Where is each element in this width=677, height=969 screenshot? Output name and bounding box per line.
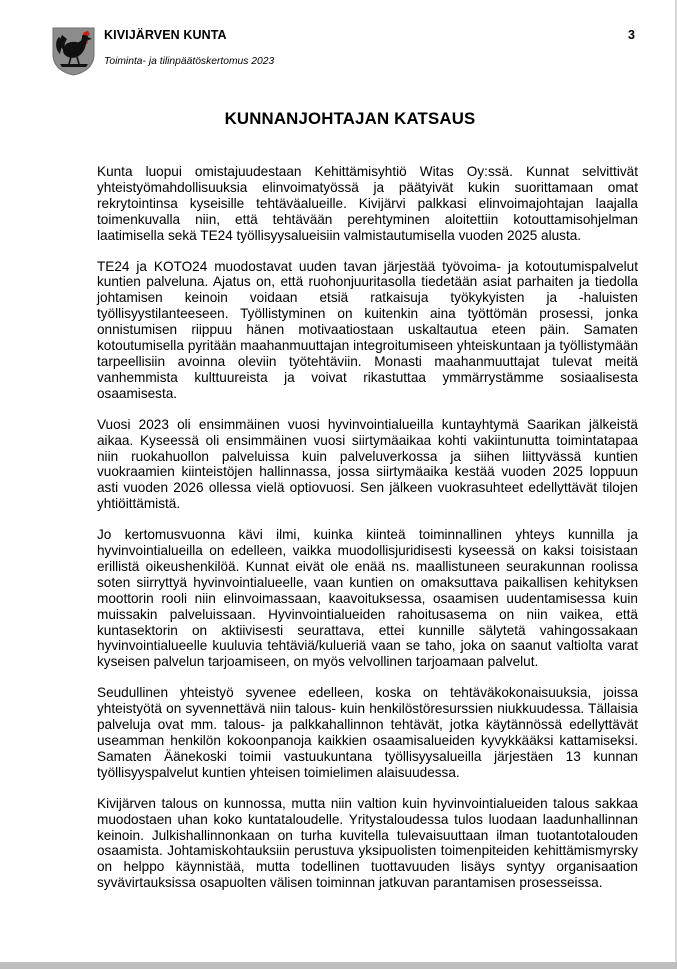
page-bottom-edge	[0, 962, 677, 969]
rooster-coat-of-arms-icon	[52, 27, 95, 76]
paragraph: Jo kertomusvuonna kävi ilmi, kuinka kiinteä toiminnallinen yhteys kunnilla ja hyvinvointialueilla on edelleen, vaikka muodollisjuridisesti kyseessä on kaksi toisistaan erillistä oikeushenkilöä. Kunnat eivät ole enää ns. maallistuneen seurakunnan roolissa soten siirryttyä hyvinvointialueelle, vaan kuntien on omaksuttava paikallisen kehityksen moottorin rooli niin elinvoimassaan, kaavoituksessa, osaamisen uudentamisessa kuin muissakin palveluissaan. Hyvinvointialueiden rahoitusasema on niin vaikea, että kuntasektorin on aktiivisesti seurattava, ettei kunnille sälytetä vahingossakaan hyvinvointialueelle kuuluvia tehtäviä/kulueriä vaan se taho, joka on saanut valtiolta varat kyseisen palvelun tarjoamiseen, on myös velvollinen tarjoamaan palvelut.	[97, 527, 638, 670]
paragraph: TE24 ja KOTO24 muodostavat uuden tavan järjestää työvoima- ja kotoutumispalvelut kuntien palveluna. Ajatus on, että ruohonjuuritasolla tiedetään asiat parhaiten ja tiedolla johtamisen keinoin voidaan etsiä ratkaisuja työkykyisten ja -haluisten työllisyystilanteeseen. Työllistyminen on kuitenkin aina työttömän prosessi, jonka onnistumisen riippuu hänen motivaatiostaan uskaltautua eteen päin. Samaten kotoutumisella pyritään maahanmuuttajan integroitumiseen yhteiskuntaan ja työllistymään tarpeellisiin avoinna oleviin työtehtäviin. Monasti maahanmuuttajat tulevat meitä vanhemmista kulttuureista ja voivat rikastuttaa ymmärrystämme sosiaalisesta osaamisesta.	[97, 258, 638, 401]
paragraph: Vuosi 2023 oli ensimmäinen vuosi hyvinvointialueilla kuntayhtymä Saarikan jälkeistä aikaa. Kyseessä oli ensimmäinen vuosi siirtymäaikaa kohti vakiintunutta toimintatapaa niin ruokahuollon palveluissa kuin palveluverkossa ja siihen liittyvässä kuntien vuokraamien kiinteistöjen hallinnassa, jossa siirtymäaika kestää vuoden 2025 loppuun asti vuoden 2026 ollessa vielä optiovuosi. Sen jälkeen vuokrasuhteet edellyttävät tilojen yhtiöittämistä.	[97, 416, 638, 512]
paragraph: Seudullinen yhteistyö syvenee edelleen, koska on tehtäväkokonaisuuksia, joissa yhteistyötä on syvennettävä niin talous- kuin henkilöstöresurssien niukkuudessa. Tällaisia palveluja ovat mm. talous- ja palkkahallinnon tehtävät, jotka käytännössä edellyttävät useamman henkilön kokoonpanoja kaikkien osaamisalueiden kyvykkääksi kattamiseksi. Samaten Äänekoski toimii vastuukuntana työllisyysalueilla järjestäen 13 kunnan työllisyyspalvelut kuntien yhteisen toimielimen alaisuudessa.	[97, 685, 638, 780]
paragraph: Kunta luopui omistajuudestaan Kehittämisyhtiö Witas Oy:ssä. Kunnat selvittivät yhteistyömahdollisuuksia elinvoimatyössä ja päätyivät kukin suorittamaan omat rekrytointinsa kyseisille tehtäväalueille. Kivijärvi palkkasi elinvoimajohtajan laajalla toimenkuvalla niin, että tehtävään perehtyminen aloitettiin kotouttamisohjelman laatimisella sekä TE24 työllisyysalueisiin valmistautumisella vuoden 2025 alusta.	[97, 164, 638, 243]
page-header	[52, 27, 640, 77]
report-name: Toiminta- ja tilinpäätöskertomus 2023	[104, 56, 275, 67]
page-title: KUNNANJOHTAJAN KATSAUS	[224, 109, 476, 128]
paragraph: Kivijärven talous on kunnossa, mutta niin valtion kuin hyvinvointialueiden talous sakkaa muodostaen uhan koko kuntataloudelle. Yritystaloudessa tulos luodaan laadunhallinnan keinoin. Julkishallinnonkaan on turha kuvitella tulevaisuuttaan ilman tuotantotalouden osaamista. Johtamiskohtauksiin perustuva yksipuolisten toimenpiteiden kehittämismyrsky on helppo käynnistää, mutta todellinen tuottavuuden lisäys syntyy organisaation syvävirtauksissa osapuolten välisen toiminnan jatkuvan parantamisen prosesseissa.	[97, 795, 638, 891]
body-text	[97, 164, 638, 906]
organization-name: KIVIJÄRVEN KUNTA	[104, 28, 227, 42]
page-number: 3	[628, 28, 635, 42]
